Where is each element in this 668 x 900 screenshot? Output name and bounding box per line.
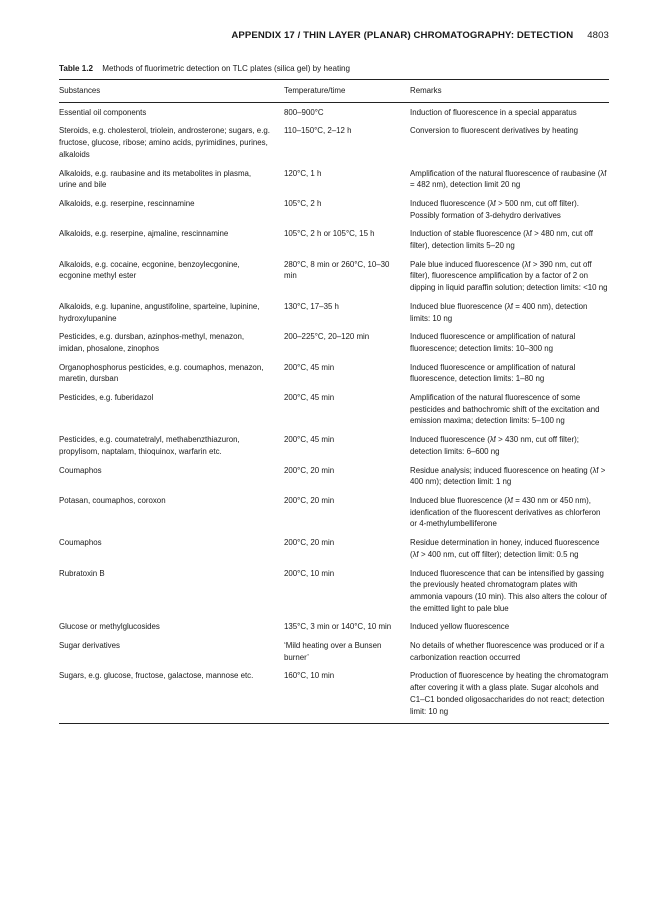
cell-remarks: Amplification of the natural fluorescence of some pesticides and bathochromic shift of the excitation and emission maxima; detection limits: 5–100 ng xyxy=(410,393,600,426)
cell-temperature-time: 200°C, 45 min xyxy=(284,362,335,372)
cell-substances: Sugar derivatives xyxy=(59,641,120,651)
column-header-remarks: Remarks xyxy=(410,80,609,103)
cell-substances: Organophosphorus pesticides, e.g. coumaphos, menazon, maretin, dursban xyxy=(59,362,264,384)
cell-substances: Alkaloids, e.g. raubasine and its metabolites in plasma, urine and bile xyxy=(59,168,252,190)
table-row xyxy=(59,102,609,125)
cell-substances: Steroids, e.g. cholesterol, triolein, androsterone; sugars, e.g. fructose, glucose, ribose; amino acids, pyrimidines, purines, alkaloids xyxy=(59,126,270,159)
cell-temperature-time: 135°C, 3 min or 140°C, 10 min xyxy=(284,622,392,632)
table-row xyxy=(59,301,609,331)
cell-substances: Coumaphos xyxy=(59,465,102,475)
table-row xyxy=(59,331,609,361)
cell-substances: Sugars, e.g. glucose, fructose, galactose, mannose etc. xyxy=(59,670,284,723)
table-row xyxy=(59,434,609,464)
cell-temperature-time: 110–150°C, 2–12 h xyxy=(284,126,352,136)
cell-remarks: Amplification of the natural fluorescence of raubasine (λf = 482 nm), detection limit 20 ng xyxy=(410,168,607,190)
running-title: APPENDIX 17 / THIN LAYER (PLANAR) CHROMATOGRAPHY: DETECTION xyxy=(231,30,574,41)
document-page xyxy=(59,30,609,724)
table-body xyxy=(59,102,609,724)
table-header-row xyxy=(59,80,609,103)
cell-remarks: Induced fluorescence that can be intensified by gassing the previously heated chromatogram plates with ammonia vapours (10 min). This also alters the colour of the emitted light to pale blue xyxy=(410,568,607,613)
cell-temperature-time: 105°C, 2 h xyxy=(284,198,322,208)
table-row xyxy=(59,568,609,622)
cell-temperature-time: 200–225°C, 20–120 min xyxy=(284,332,370,342)
cell-substances: Glucose or methylglucosides xyxy=(59,622,160,632)
cell-substances: Alkaloids, e.g. reserpine, ajmaline, rescinnamine xyxy=(59,229,229,239)
cell-remarks: Induced yellow fluorescence xyxy=(410,622,510,632)
table-label: Table 1.2 xyxy=(59,64,94,73)
cell-remarks: No details of whether fluorescence was produced or if a carbonization reaction occurred xyxy=(410,641,605,662)
cell-temperature-time: 200°C, 20 min xyxy=(284,495,335,505)
table-row xyxy=(59,537,609,567)
table-row xyxy=(59,259,609,301)
cell-remarks: Induced fluorescence (λf > 500 nm, cut off filter). Possibly formation of 3-dehydro derivatives xyxy=(410,198,579,220)
cell-remarks: Induction of fluorescence in a special apparatus xyxy=(410,107,577,117)
table-row xyxy=(59,465,609,495)
cell-remarks: Production of fluorescence by heating the chromatogram after covering it with a glass plate. Sugar alcohols and C1–C1 bonded oligosaccharides do not react; detection limit: 10 ng xyxy=(410,670,609,723)
column-header-substances: Substances xyxy=(59,80,284,103)
cell-temperature-time: 200°C, 10 min xyxy=(284,568,335,578)
cell-temperature-time: 105°C, 2 h or 105°C, 15 h xyxy=(284,229,375,239)
running-header xyxy=(59,30,609,41)
cell-temperature-time: 160°C, 10 min xyxy=(284,670,410,723)
table-row xyxy=(59,362,609,392)
table-row xyxy=(59,640,609,670)
cell-remarks: Residue determination in honey, induced fluorescence (λf > 400 nm, cut off filter); detection limit: 0.5 ng xyxy=(410,538,600,559)
cell-substances: Essential oil components xyxy=(59,107,147,117)
table-row xyxy=(59,392,609,434)
cell-remarks: Residue analysis; induced fluorescence on heating (λf > 400 nm); detection limit: 1 ng xyxy=(410,465,606,487)
table-row xyxy=(59,228,609,258)
column-header-temperature-time: Temperature/time xyxy=(284,80,410,103)
table-row xyxy=(59,621,609,640)
cell-substances: Pesticides, e.g. coumatetralyl, methabenzthiazuron, propylisom, naptalam, thioquinox, warfarin etc. xyxy=(59,435,240,456)
cell-substances: Potasan, coumaphos, coroxon xyxy=(59,495,166,505)
cell-temperature-time: 130°C, 17–35 h xyxy=(284,301,339,311)
table-row xyxy=(59,168,609,198)
table-row xyxy=(59,670,609,723)
cell-temperature-time: 280°C, 8 min or 260°C, 10–30 min xyxy=(284,259,390,281)
table-row xyxy=(59,125,609,167)
cell-remarks: Induced fluorescence or amplification of natural fluorescence, detection limits: 1–80 ng xyxy=(410,362,576,384)
cell-substances: Alkaloids, e.g. lupanine, angustifoline, sparteine, lupinine, hydroxylupanine xyxy=(59,301,260,323)
cell-temperature-time: 200°C, 20 min xyxy=(284,538,335,548)
cell-substances: Coumaphos xyxy=(59,538,102,548)
cell-remarks: Induced blue fluorescence (λf = 400 nm), detection limits: 10 ng xyxy=(410,301,588,323)
cell-temperature-time: 800–900°C xyxy=(284,107,324,117)
table-row xyxy=(59,495,609,537)
cell-remarks: Conversion to fluorescent derivatives by heating xyxy=(410,126,578,136)
table-caption xyxy=(59,64,609,73)
cell-remarks: Induction of stable fluorescence (λf > 480 nm, cut off filter), detection limits 5–20 ng xyxy=(410,229,593,251)
cell-remarks: Induced fluorescence or amplification of natural fluorescence; detection limits: 10–300 ng xyxy=(410,332,576,353)
cell-temperature-time: 120°C, 1 h xyxy=(284,168,322,178)
cell-substances: Alkaloids, e.g. cocaine, ecgonine, benzoylecgonine, ecgonine methyl ester xyxy=(59,259,240,281)
cell-substances: Pesticides, e.g. dursban, azinphos-methyl, menazon, imidan, phosalone, zinophos xyxy=(59,332,245,353)
page-number: 4803 xyxy=(587,30,609,41)
cell-temperature-time: 200°C, 45 min xyxy=(284,435,335,445)
cell-temperature-time: 200°C, 45 min xyxy=(284,393,335,403)
cell-temperature-time: 200°C, 20 min xyxy=(284,465,335,475)
cell-temperature-time: ‘Mild heating over a Bunsen burner’ xyxy=(284,641,382,662)
table-row xyxy=(59,198,609,228)
cell-substances: Rubratoxin B xyxy=(59,568,105,578)
cell-remarks: Pale blue induced fluorescence (λf > 390 nm, cut off filter), fluorescence amplification by a factor of 2 on dipping in liquid paraffin solution; detection limits: <10 ng xyxy=(410,259,608,293)
cell-remarks: Induced fluorescence (λf > 430 nm, cut off filter); detection limits: 6–600 ng xyxy=(410,435,579,456)
cell-remarks: Induced blue fluorescence (λf = 430 nm or 450 nm), idenfication of the fluorescent derivatives as chlorferon or 4-methylumbelliferone xyxy=(410,495,601,529)
cell-substances: Alkaloids, e.g. reserpine, rescinnamine xyxy=(59,198,195,208)
table-caption-text: Methods of fluorimetric detection on TLC plates (silica gel) by heating xyxy=(102,64,351,73)
cell-substances: Pesticides, e.g. fuberidazol xyxy=(59,393,154,403)
fluorimetric-methods-table xyxy=(59,79,609,724)
